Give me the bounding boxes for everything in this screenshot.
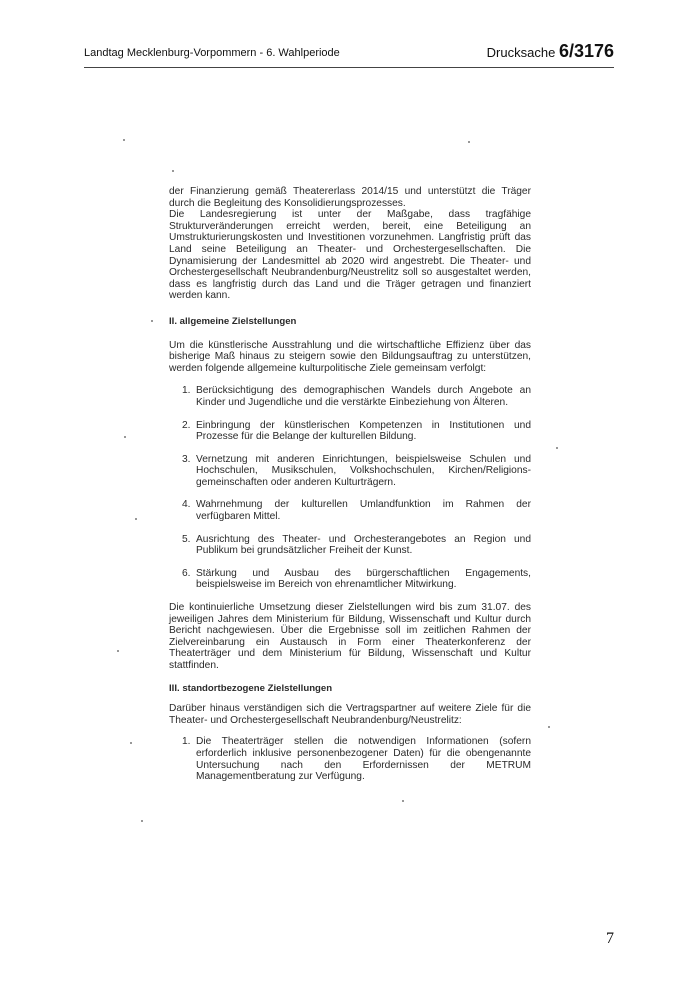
list-item: 2. Einbringung der künstlerischen Kompetenzen in Institutionen und Prozesse für die Belange der kulturellen Bildung.	[182, 419, 531, 443]
section-3-heading: III. standortbezogene Zielstellungen	[169, 682, 333, 694]
parliament-label: Landtag Mecklenburg-Vorpommern - 6. Wahlperiode	[84, 47, 340, 59]
intro-paragraph-1: der Finanzierung gemäß Theatererlass 2014/15 und unterstützt die Träger durch die Begleitung des Konsolidierungsprozesses.	[169, 186, 531, 209]
scan-speck	[172, 170, 174, 172]
doc-label: Drucksache	[486, 45, 556, 60]
list-item: 3. Vernetzung mit anderen Einrichtungen, beispielsweise Schulen und Hochschulen, Musikschulen, Volkshochschulen, Kirchen/Religions-gemeinschaften oder anderen Kulturträgern.	[182, 453, 531, 488]
scan-speck	[117, 650, 119, 652]
scan-speck	[556, 447, 558, 449]
scan-speck	[124, 436, 126, 438]
section-2-outro: Die kontinuierliche Umsetzung dieser Zielstellungen wird bis zum 31.07. des jeweiligen Jahres dem Ministerium für Bildung, Wissenschaft und Kultur durch Bericht nachgewiesen. Über die Ergebnisse soll im zeitlichen Rahmen der Zielvereinbarung ein Austausch in Form einer Theaterkonferenz der Theaterträger und dem Ministerium für Bildung, Wissenschaft und Kultur stattfinden.	[169, 602, 531, 671]
scan-speck	[123, 139, 125, 141]
list-item: 5. Ausrichtung des Theater- und Orchesterangebotes an Region und Publikum bei grundsätzlicher Freiheit der Kunst.	[182, 533, 531, 557]
location-goals-list	[169, 736, 531, 782]
scanned-page-body	[169, 186, 531, 783]
list-item: 4. Wahrnehmung der kulturellen Umlandfunktion im Rahmen der verfügbaren Mittel.	[182, 499, 531, 523]
section-2-intro: Um die künstlerische Ausstrahlung und die wirtschaftliche Effizienz über das bisherige Maß hinaus zu steigern sowie den Bildungsauftrag zu unterstützen, werden folgende allgemeine kulturpolitische Ziele gemeinsam verfolgt:	[169, 339, 531, 374]
list-item: 1. Die Theaterträger stellen die notwendigen Informationen (sofern erforderlich inklusive personenbezogener Daten) für die obengenannte Untersuchung nach den Erfordernissen der METRUM Managementberatung zur Verfügung.	[182, 736, 531, 783]
scan-speck	[468, 141, 470, 143]
header-divider	[84, 67, 614, 68]
page-header	[0, 0, 700, 72]
document-reference	[487, 41, 614, 62]
list-item: 1. Berücksichtigung des demographischen Wandels durch Angebote an Kinder und Jugendliche und die verstärkte Einbeziehung von Älteren.	[182, 385, 531, 408]
intro-paragraph-2: Die Landesregierung ist unter der Maßgabe, dass tragfähige Strukturveränderungen erreicht werden, bereit, eine Beteiligung an Umstrukturierungskosten und Investitionen vorzunehmen. Langfristig prüft das Land seine Beteiligung an Theater- und Orchestergesellschaften. Die Dynamisierung der Landesmittel ab 2020 wird angestrebt. Die Theater- und Orchestergesellschaft Neubrandenburg/Neustrelitz soll so ausgestaltet werden, dass es langfristig durch das Land und die Träger getragen und finanziert werden kann.	[169, 209, 531, 302]
general-goals-list	[169, 385, 531, 591]
section-3-intro: Darüber hinaus verständigen sich die Vertragspartner auf weitere Ziele für die Theater- und Orchestergesellschaft Neubrandenburg/Neustrelitz:	[169, 703, 531, 726]
section-2-heading: II. allgemeine Zielstellungen	[169, 315, 297, 327]
scan-speck	[151, 320, 153, 322]
scan-speck	[130, 742, 132, 744]
list-item: 6. Stärkung und Ausbau des bürgerschaftlichen Engagements, beispielsweise im Bereich von ehrenamtlicher Mitwirkung.	[182, 567, 531, 591]
scan-speck	[141, 820, 143, 822]
scan-speck	[548, 726, 550, 728]
scan-speck	[135, 518, 137, 520]
doc-number: 6/3176	[558, 41, 614, 61]
page-number: 7	[606, 930, 614, 947]
scan-speck	[402, 800, 404, 802]
